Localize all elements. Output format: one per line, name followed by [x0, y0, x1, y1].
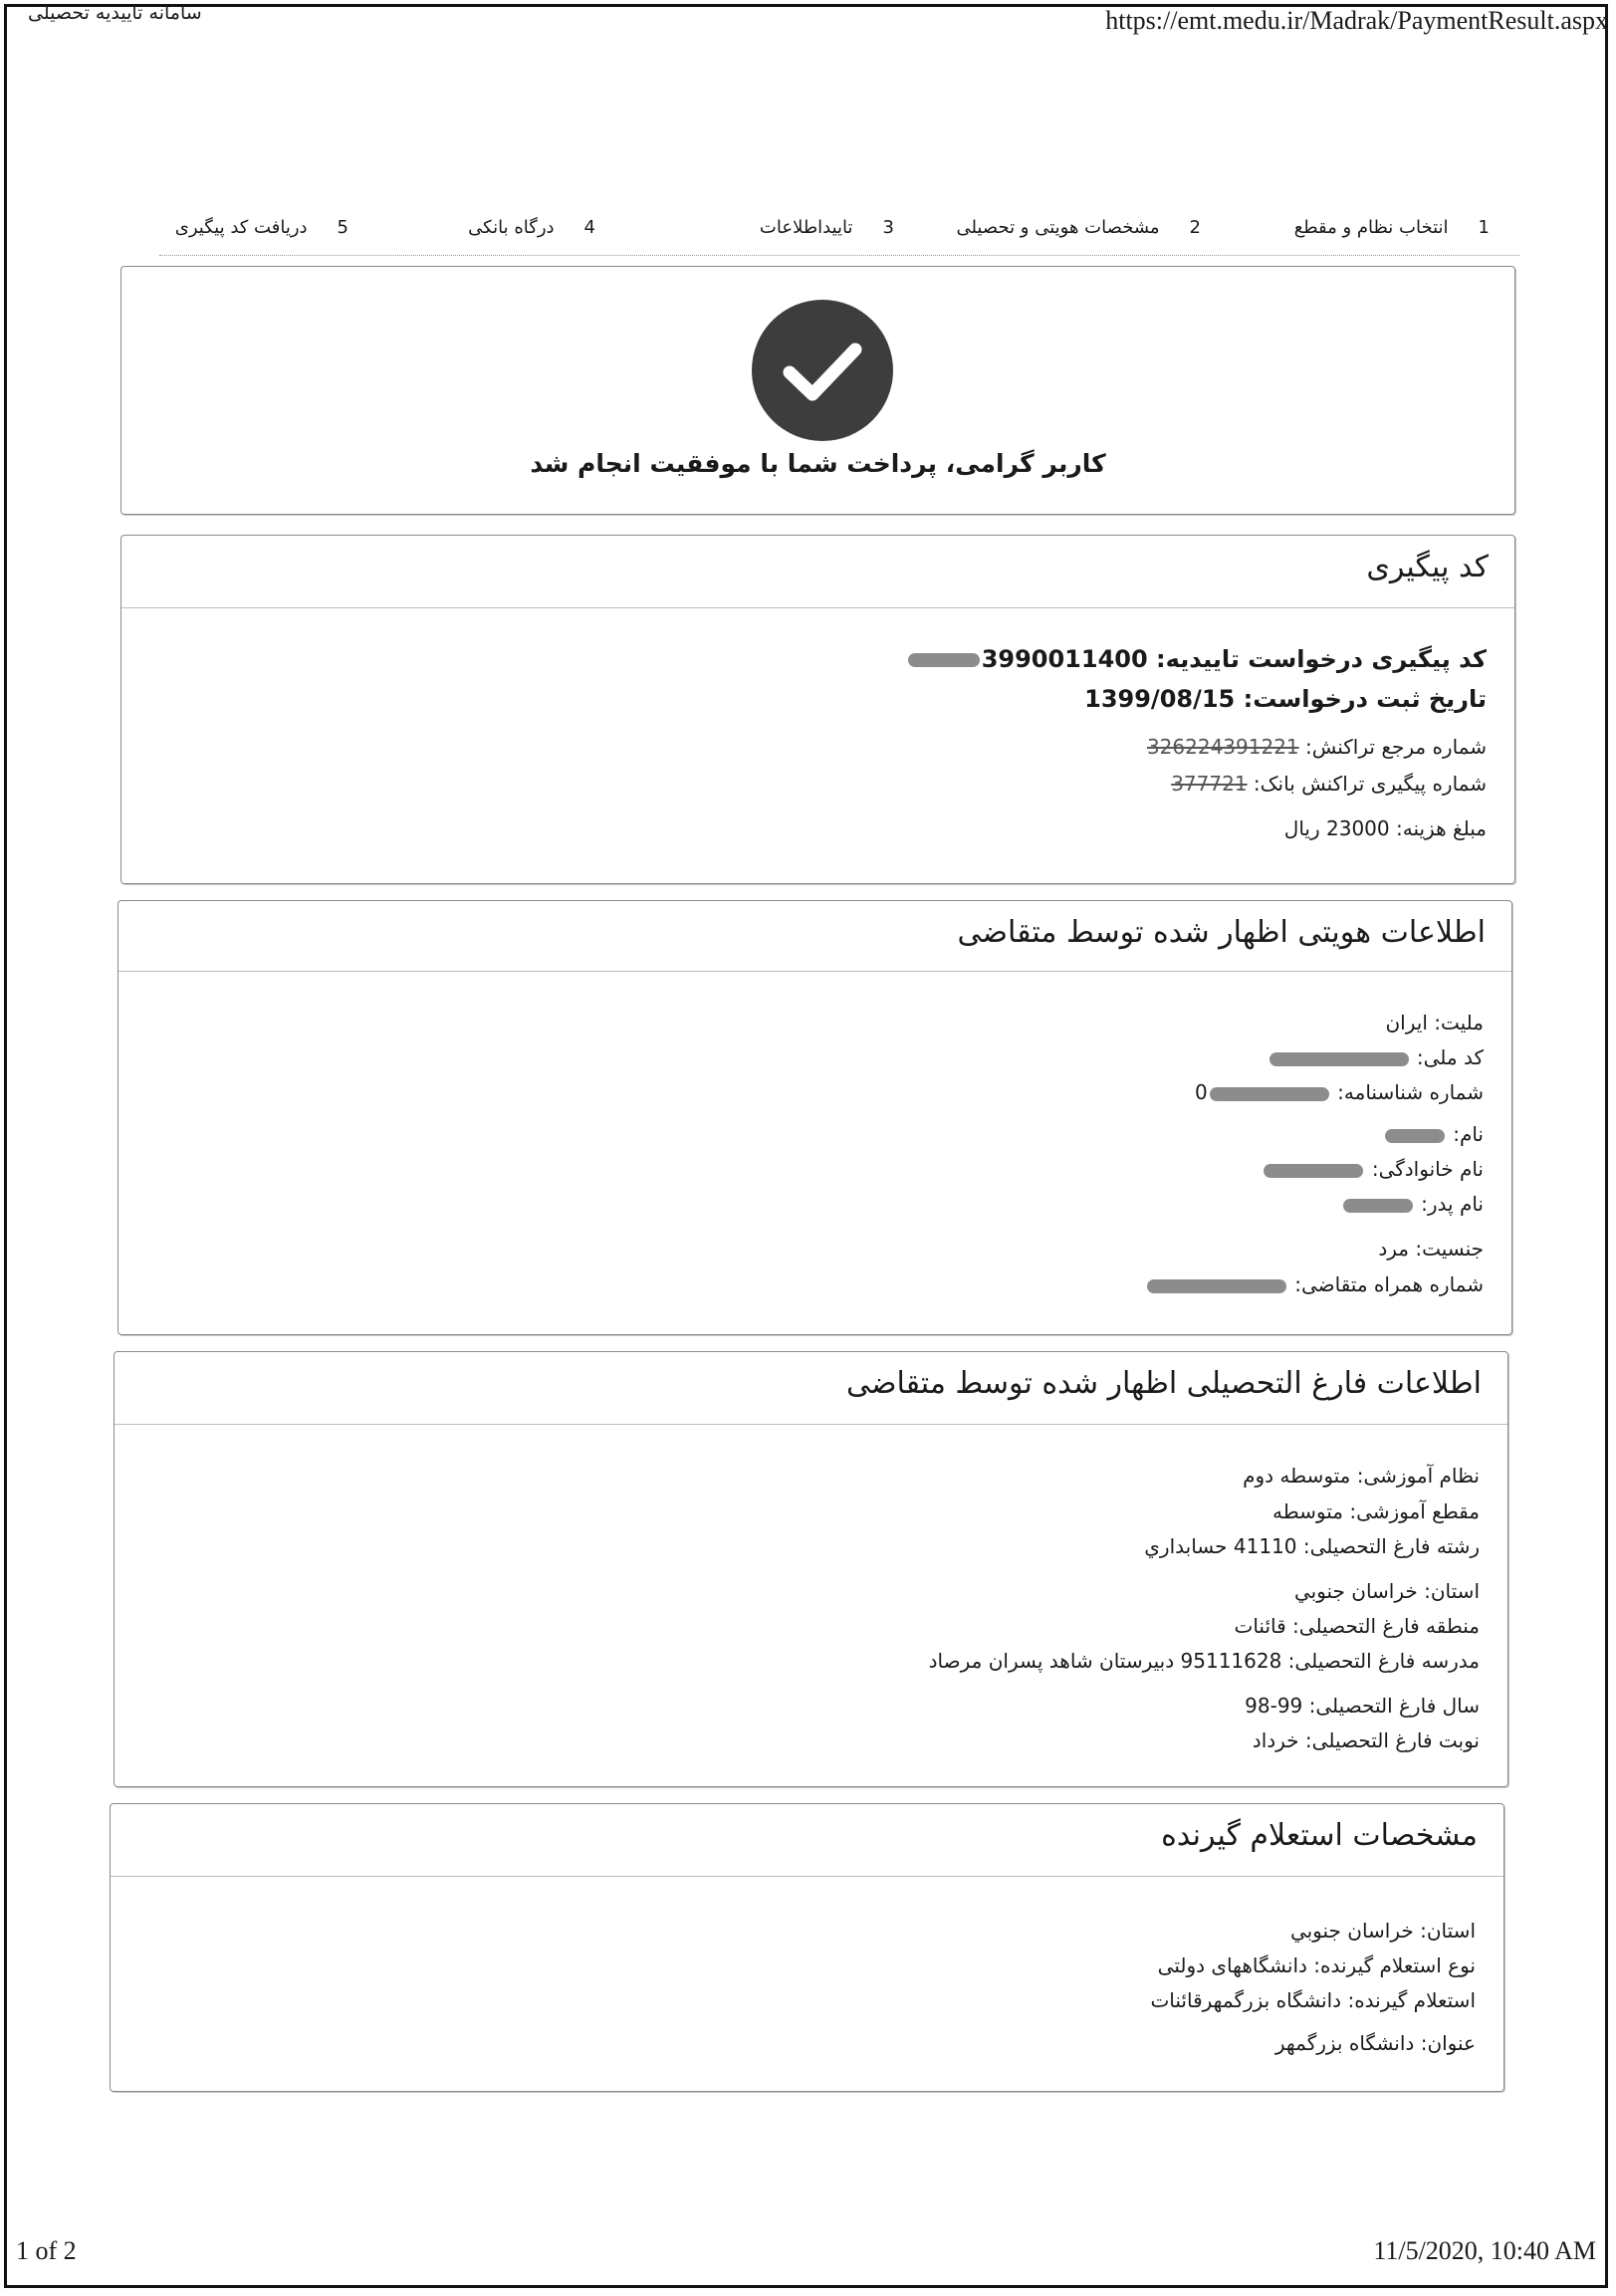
- region-value: قائنات: [1234, 1614, 1286, 1638]
- step-label: دریافت کد پیگیری: [174, 217, 308, 238]
- birth-cert-prefix: 0: [1195, 1080, 1208, 1104]
- province-row: [1294, 1579, 1480, 1603]
- field-row: [1144, 1534, 1480, 1558]
- mobile-label: شماره همراه متقاضی:: [1294, 1272, 1484, 1296]
- year-value: 99-98: [1245, 1694, 1303, 1718]
- identity-card: [117, 900, 1512, 1335]
- request-code-value: 3990011400: [981, 645, 1148, 673]
- birth-cert-row: [1195, 1080, 1484, 1104]
- last-name-label: نام خانوادگی:: [1371, 1157, 1484, 1181]
- system-value: متوسطه دوم: [1243, 1464, 1351, 1488]
- system-label: نظام آموزشی:: [1356, 1464, 1480, 1488]
- payment-success-card: [120, 266, 1515, 515]
- print-url: https://emt.medu.ir/Madrak/PaymentResult.aspx: [1105, 6, 1608, 35]
- recipient-name-value: دانشگاه بزرگمهرقائنات: [1150, 1988, 1342, 2012]
- transaction-ref-value: 326224391221: [1146, 735, 1299, 759]
- bank-tracking-label: شماره پیگیری تراکنش بانک:: [1253, 772, 1487, 796]
- fee-row: [1284, 816, 1487, 840]
- school-label: مدرسه فارغ التحصیلی:: [1287, 1649, 1480, 1673]
- progress-stepper: [159, 211, 1519, 256]
- national-code-label: کد ملی:: [1416, 1045, 1484, 1069]
- province-value: خراسان جنوبي: [1293, 1579, 1418, 1603]
- transaction-ref-row: [1147, 735, 1487, 759]
- request-date-value: 1399/08/15: [1084, 685, 1236, 713]
- card-header: [111, 1804, 1503, 1877]
- gender-label: جنسیت:: [1415, 1237, 1484, 1261]
- step-number: 4: [583, 217, 595, 238]
- first-name-row: [1383, 1122, 1484, 1146]
- nationality-label: ملیت:: [1434, 1011, 1484, 1034]
- recipient-type-row: [1158, 1953, 1476, 1977]
- national-code-row: [1268, 1045, 1484, 1069]
- step-label: تاییداطلاعات: [759, 217, 853, 238]
- step-number: 2: [1189, 217, 1201, 238]
- redaction-mark: [1343, 1199, 1413, 1213]
- redaction-mark: [1210, 1087, 1329, 1101]
- card-title: اطلاعات فارغ التحصیلی اظهار شده توسط متقاضی: [845, 1366, 1482, 1401]
- print-datetime: 11/5/2020, 10:40 AM: [1373, 2236, 1596, 2265]
- fee-value: 23000 ریال: [1283, 816, 1390, 840]
- card-title: مشخصات استعلام گیرنده: [1161, 1818, 1478, 1853]
- redaction-mark: [1270, 1052, 1409, 1066]
- redaction-mark: [1147, 1279, 1286, 1293]
- recipient-province-value: خراسان جنوبي: [1289, 1919, 1414, 1943]
- card-header: [118, 901, 1511, 972]
- recipient-subject-value: دانشگاه بزرگمهر: [1274, 2031, 1415, 2055]
- recipient-province-label: استان:: [1420, 1919, 1476, 1943]
- term-row: [1253, 1728, 1480, 1752]
- fee-label: مبلغ هزینه:: [1395, 816, 1487, 840]
- term-label: نوبت فارغ التحصیلی:: [1304, 1728, 1480, 1752]
- region-row: [1234, 1614, 1480, 1638]
- step-number: 3: [882, 217, 894, 238]
- region-label: منطقه فارغ التحصیلی:: [1292, 1614, 1480, 1638]
- recipient-type-label: نوع استعلام گیرنده:: [1313, 1953, 1476, 1977]
- step-1: [1294, 217, 1490, 238]
- year-row: [1245, 1694, 1480, 1718]
- recipient-name-row: [1150, 1988, 1476, 2012]
- birth-cert-label: شماره شناسنامه:: [1337, 1080, 1484, 1104]
- field-label: رشته فارغ التحصیلی:: [1302, 1534, 1480, 1558]
- gender-value: مرد: [1378, 1237, 1409, 1261]
- check-icon: [752, 300, 893, 441]
- redaction-mark: [908, 653, 980, 667]
- term-value: خرداد: [1252, 1728, 1299, 1752]
- year-label: سال فارغ التحصیلی:: [1308, 1694, 1480, 1718]
- first-name-label: نام:: [1453, 1122, 1484, 1146]
- gender-row: [1378, 1237, 1484, 1261]
- recipient-subject-label: عنوان:: [1420, 2031, 1476, 2055]
- print-page-indicator: 1 of 2: [16, 2236, 77, 2265]
- province-label: استان:: [1424, 1579, 1480, 1603]
- step-label: درگاه بانکی: [468, 217, 555, 238]
- system-row: [1243, 1464, 1480, 1488]
- step-label: انتخاب نظام و مقطع: [1293, 217, 1449, 238]
- graduation-card: [114, 1351, 1508, 1787]
- recipient-type-value: دانشگاههای دولتی: [1157, 1953, 1307, 1977]
- recipient-name-label: استعلام گیرنده:: [1347, 1988, 1476, 2012]
- bank-tracking-value: 377721: [1171, 772, 1248, 796]
- redaction-mark: [1385, 1129, 1445, 1143]
- request-date-label: تاریخ ثبت درخواست:: [1243, 685, 1487, 713]
- success-message: کاربر گرامی، پرداخت شما با موفقیت انجام شد: [530, 449, 1106, 478]
- card-header: [115, 1352, 1507, 1425]
- level-value: متوسطه: [1272, 1499, 1343, 1523]
- father-name-row: [1341, 1192, 1484, 1216]
- card-title: اطلاعات هویتی اظهار شده توسط متقاضی: [957, 915, 1486, 950]
- school-value: 95111628 دبيرستان شاهد پسران مرصاد: [928, 1649, 1282, 1673]
- level-label: مقطع آموزشی:: [1349, 1499, 1480, 1523]
- card-title: کد پیگیری: [1366, 550, 1489, 584]
- last-name-row: [1262, 1157, 1484, 1181]
- request-code-row: [906, 645, 1487, 673]
- nationality-row: [1385, 1011, 1484, 1034]
- request-code-label: کد پیگیری درخواست تاییدیه:: [1156, 645, 1487, 673]
- mobile-row: [1145, 1272, 1484, 1296]
- recipient-card: [110, 1803, 1504, 2092]
- level-row: [1272, 1499, 1480, 1523]
- father-name-label: نام پدر:: [1421, 1192, 1484, 1216]
- step-3: [760, 217, 894, 238]
- step-2: [956, 217, 1201, 238]
- redaction-mark: [1264, 1164, 1363, 1178]
- step-number: 1: [1478, 217, 1490, 238]
- request-date-row: [1084, 685, 1487, 713]
- recipient-subject-row: [1275, 2031, 1476, 2055]
- tracking-card: [120, 535, 1515, 884]
- step-label: مشخصات هویتی و تحصیلی: [956, 217, 1160, 238]
- transaction-ref-label: شماره مرجع تراکنش:: [1305, 735, 1487, 759]
- recipient-province-row: [1290, 1919, 1476, 1943]
- nationality-value: ایران: [1385, 1011, 1428, 1034]
- school-row: [929, 1649, 1480, 1673]
- card-header: [121, 536, 1514, 608]
- field-value: 41110 حسابداري: [1144, 1534, 1297, 1558]
- step-4: [468, 217, 595, 238]
- step-5: [175, 217, 348, 238]
- bank-tracking-row: [1171, 772, 1487, 796]
- print-site-title: سامانه تاییدیه تحصیلی: [28, 2, 202, 24]
- step-number: 5: [337, 217, 348, 238]
